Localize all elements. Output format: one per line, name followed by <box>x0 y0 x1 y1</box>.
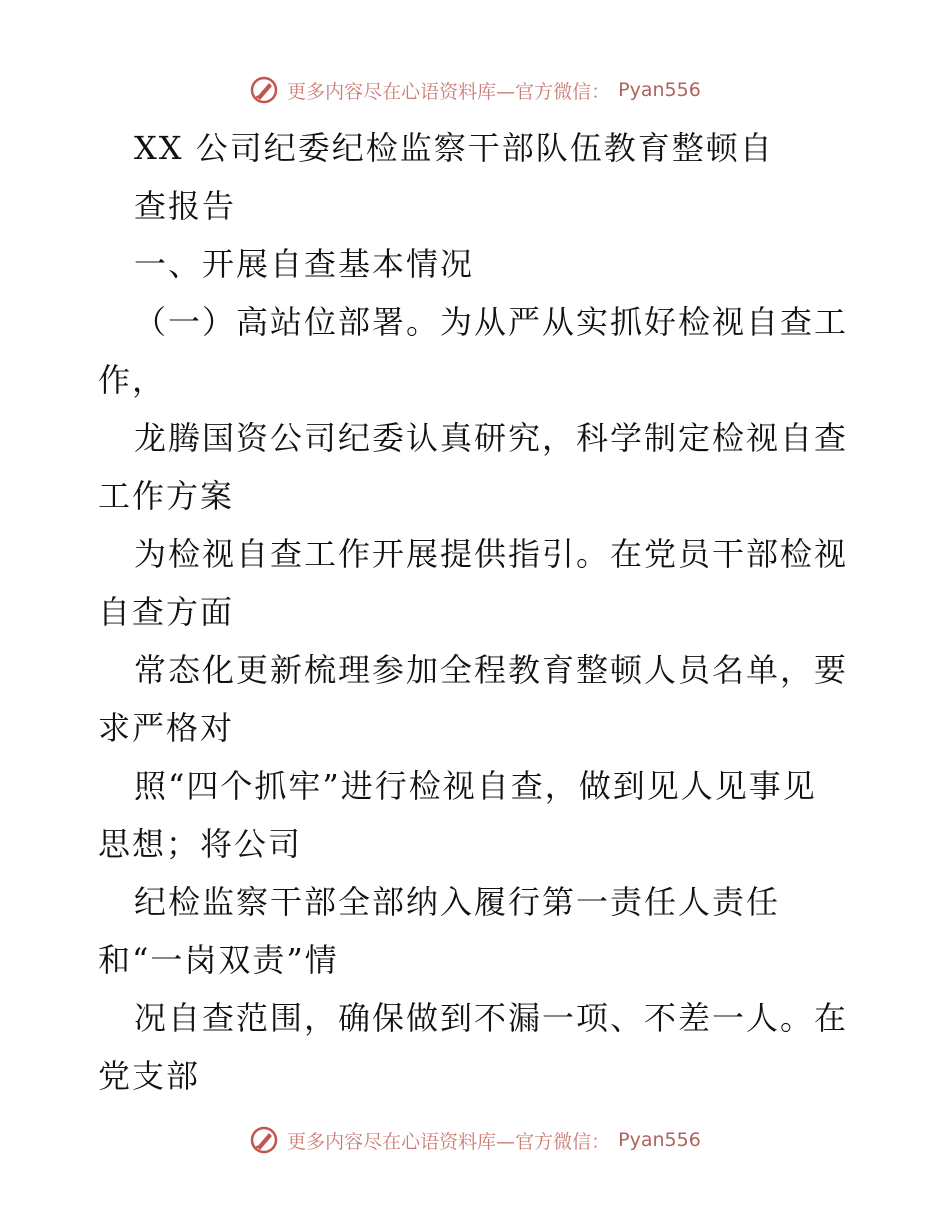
paragraph-line: 纪检监察干部全部纳入履行第一责任人责任 <box>134 883 781 921</box>
paragraph-line: 党支部 <box>98 1057 201 1095</box>
paragraph-line: （一）高站位部署。为从严从实抓好检视自查工 <box>134 303 849 341</box>
watermark-account: Pyan556 <box>618 79 701 101</box>
paragraph-line: 工作方案 <box>98 477 235 515</box>
watermark-text: 更多内容尽在心语资料库—官方微信： <box>287 80 611 103</box>
paragraph-line: 龙腾国资公司纪委认真研究，科学制定检视自查 <box>134 419 849 457</box>
pen-logo-icon <box>249 1125 279 1155</box>
paragraph-line: 求严格对 <box>98 709 235 747</box>
header-watermark <box>0 70 950 110</box>
pen-logo-icon <box>249 75 279 105</box>
footer-watermark <box>0 1120 950 1160</box>
paragraph-line: 况自查范围，确保做到不漏一项、不差一人。在 <box>134 999 849 1037</box>
paragraph-line: 作， <box>98 361 167 399</box>
title-line-2: 查报告 <box>134 187 237 225</box>
paragraph-line: 和“一岗双责”情 <box>98 941 339 979</box>
section-heading: 一、开展自查基本情况 <box>134 245 475 283</box>
paragraph-line: 自查方面 <box>98 593 235 631</box>
watermark-text: 更多内容尽在心语资料库—官方微信： <box>287 1130 611 1153</box>
paragraph-line: 为检视自查工作开展提供指引。在党员干部检视 <box>134 535 849 573</box>
paragraph-line: 常态化更新梳理参加全程教育整顿人员名单，要 <box>134 651 849 689</box>
paragraph-line: 思想；将公司 <box>98 825 303 863</box>
title-line-1: XX 公司纪委纪检监察干部队伍教育整顿自 <box>134 129 774 167</box>
watermark-account: Pyan556 <box>618 1129 701 1151</box>
paragraph-line: 照“四个抓牢”进行检视自查，做到见人见事见 <box>134 767 817 805</box>
